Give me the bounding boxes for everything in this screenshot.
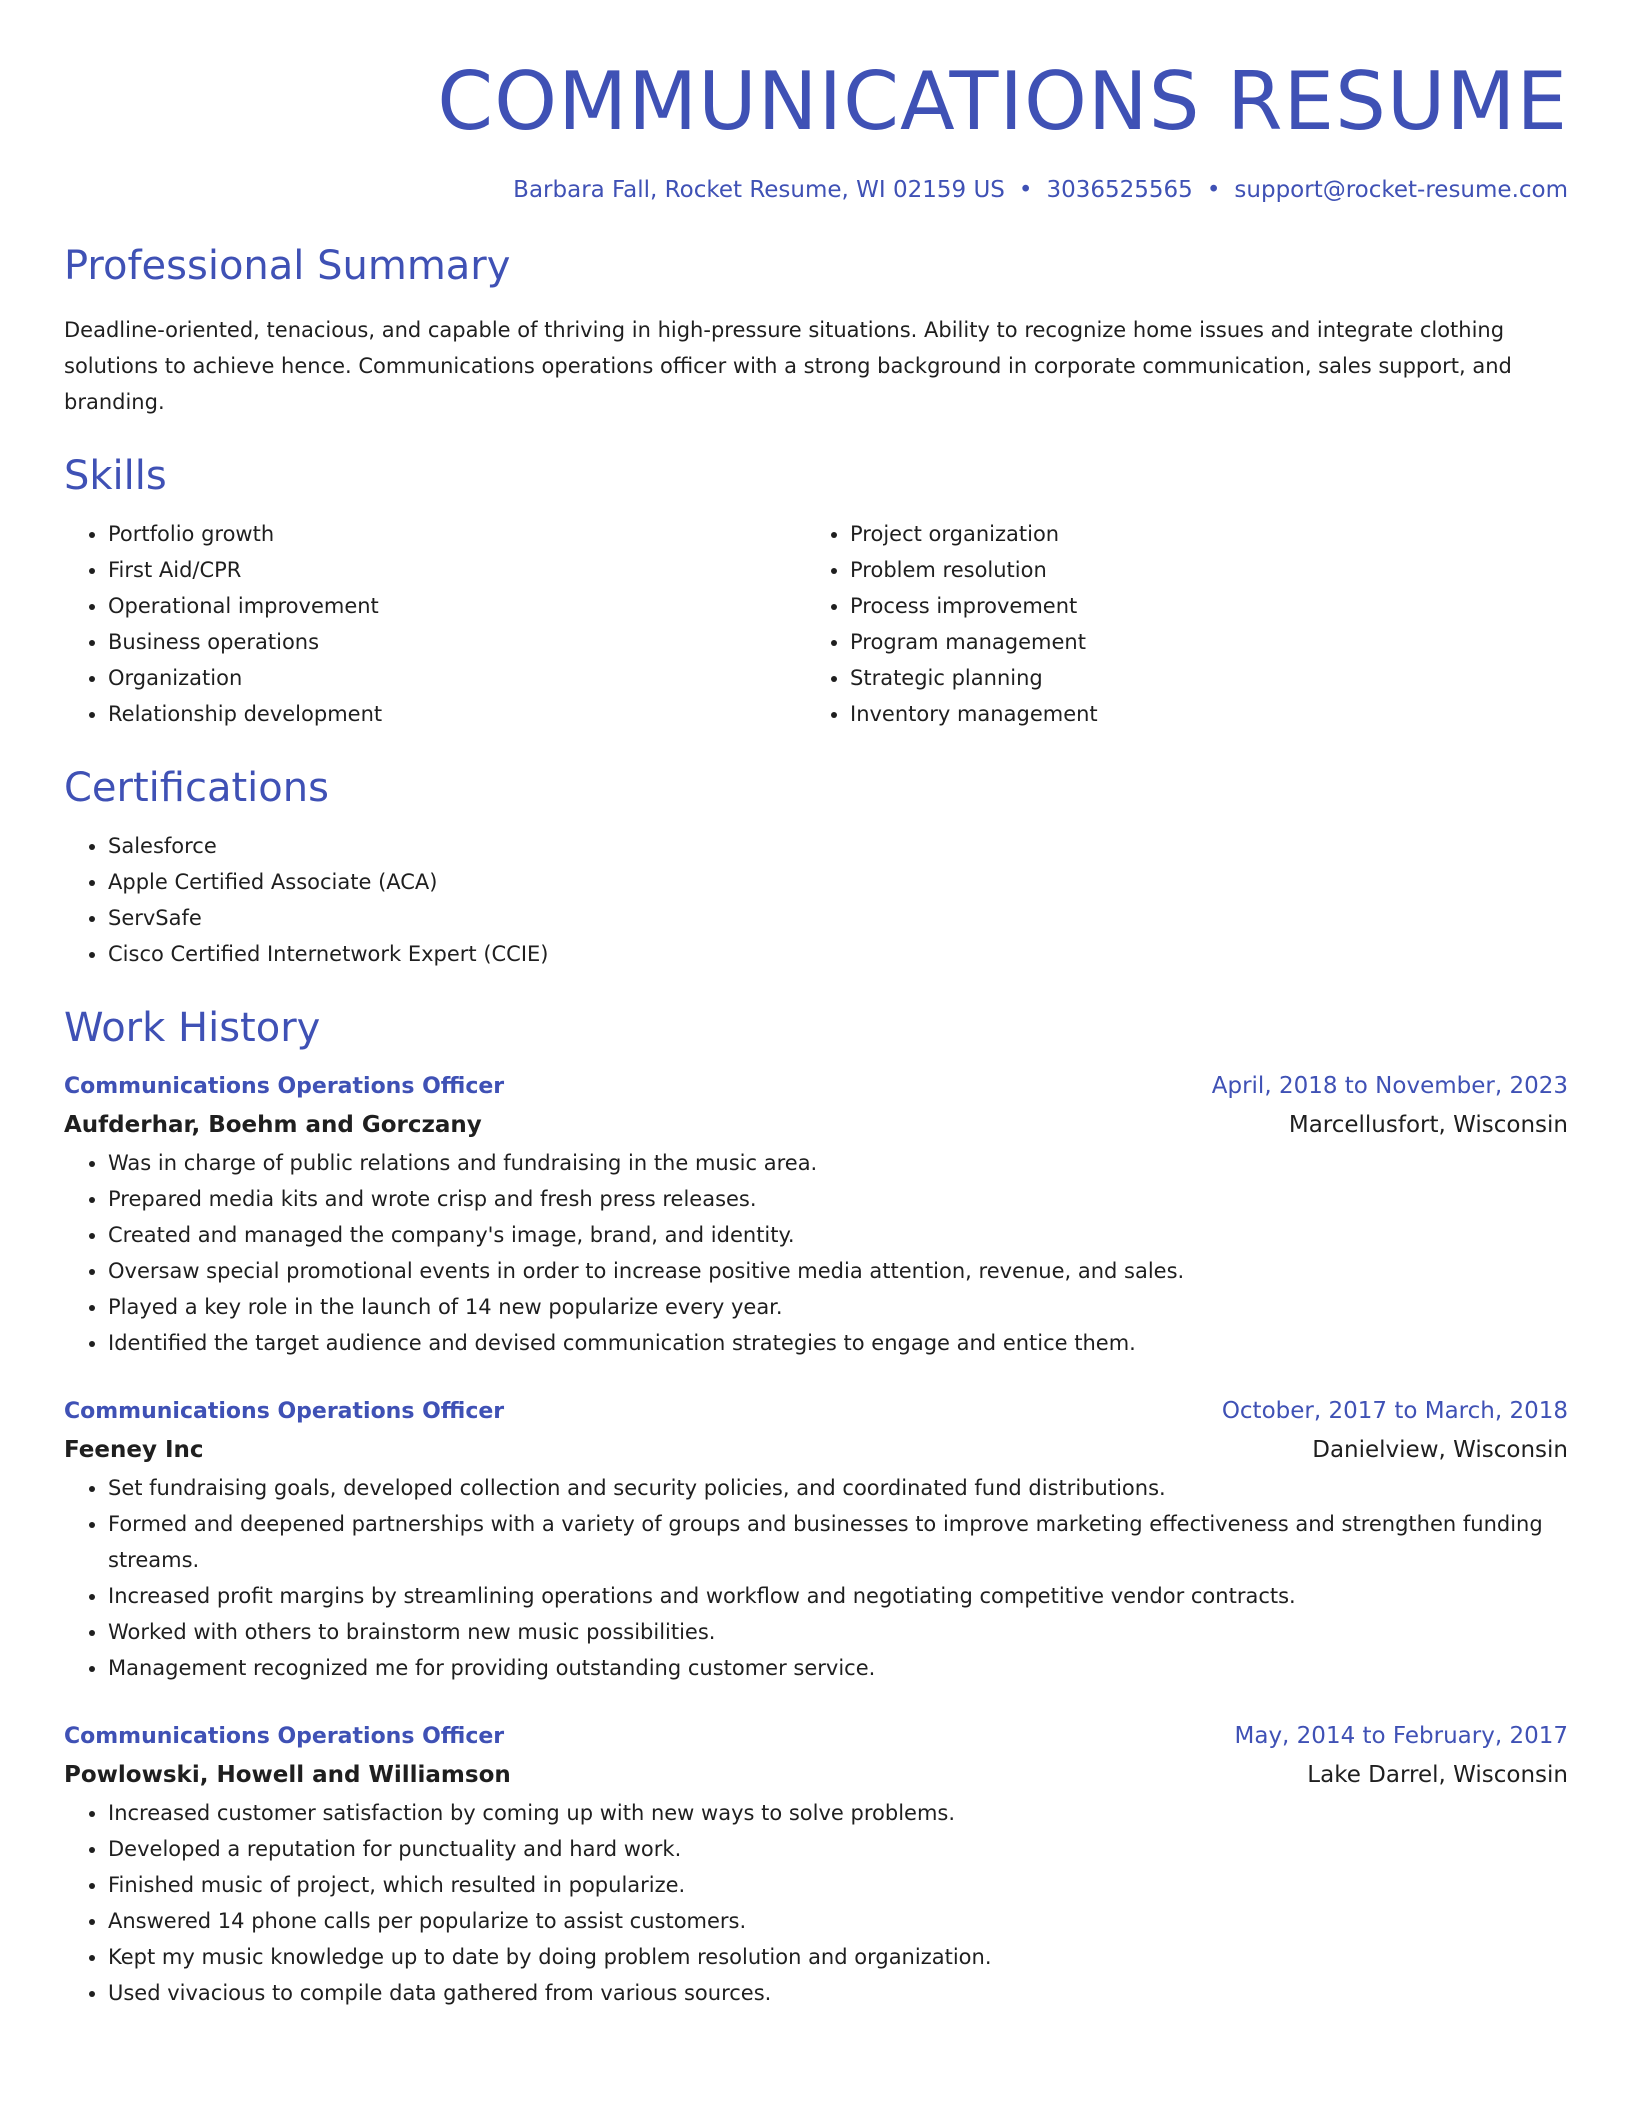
skills-columns: [64, 516, 1568, 732]
contact-line: [64, 174, 1568, 206]
job-bullet: • Developed a reputation for punctuality and hard work.: [108, 1831, 1568, 1867]
skill-item: • Problem resolution: [850, 552, 1548, 588]
certification-item: • Salesforce: [108, 828, 1568, 864]
skill-item: • Operational improvement: [108, 588, 806, 624]
skills-column-left: [64, 516, 806, 732]
contact-separator: •: [1018, 177, 1033, 203]
job-bullet: • Increased customer satisfaction by coming up with new ways to solve problems.: [108, 1795, 1568, 1831]
job-bullet: • Oversaw special promotional events in order to increase positive media attention, revenue, and sales.: [108, 1253, 1568, 1289]
job-company: Feeney Inc: [64, 1437, 204, 1463]
job-location: Marcellusfort, Wisconsin: [1288, 1112, 1568, 1138]
job-bullet: • Answered 14 phone calls per popularize to assist customers.: [108, 1903, 1568, 1939]
resume-title: COMMUNICATIONS RESUME: [437, 55, 1568, 148]
job-dates: April, 2018 to November, 2023: [1211, 1073, 1568, 1099]
contact-address: Barbara Fall, Rocket Resume, WI 02159 US: [513, 177, 1005, 203]
skills-section: [64, 450, 1568, 732]
skill-item: • First Aid/CPR: [108, 552, 806, 588]
work-history-section: [64, 1002, 1568, 2011]
contact-phone: 3036525565: [1046, 177, 1193, 203]
skill-item: • Organization: [108, 660, 806, 696]
skill-item: • Relationship development: [108, 696, 806, 732]
job-bullet: • Kept my music knowledge up to date by doing problem resolution and organization.: [108, 1939, 1568, 1975]
summary-text: Deadline-oriented, tenacious, and capable of thriving in high-pressure situations. Ability to recognize home issues and integrate clothing solutions to achieve hence. Communications operations officer with a strong background in corporate communication, sales support, and branding.: [64, 318, 1512, 414]
job-bullets: [64, 1145, 1568, 1361]
job-role: Communications Operations Officer: [64, 1074, 505, 1099]
job-bullet: • Created and managed the company's image, brand, and identity.: [108, 1217, 1568, 1253]
skills-column-right: [806, 516, 1548, 732]
job-dates: May, 2014 to February, 2017: [1234, 1723, 1568, 1749]
job-dates: October, 2017 to March, 2018: [1221, 1398, 1568, 1424]
job-role: Communications Operations Officer: [64, 1399, 505, 1424]
certification-item: • Cisco Certified Internetwork Expert (CCIE): [108, 936, 1568, 972]
job-bullets: [64, 1470, 1568, 1686]
summary-heading: Professional Summary: [64, 243, 511, 289]
resume-header: [64, 0, 1568, 206]
job-entry: [64, 1068, 1568, 1361]
certification-item: • ServSafe: [108, 900, 1568, 936]
job-location: Danielview, Wisconsin: [1312, 1437, 1568, 1463]
job-role: Communications Operations Officer: [64, 1724, 505, 1749]
skill-item: • Inventory management: [850, 696, 1548, 732]
job-bullet: • Used vivacious to compile data gathered from various sources.: [108, 1975, 1568, 2011]
job-bullet: • Finished music of project, which resulted in popularize.: [108, 1867, 1568, 1903]
job-entry: [64, 1393, 1568, 1686]
job-company: Powlowski, Howell and Williamson: [64, 1762, 511, 1788]
job-location: Lake Darrel, Wisconsin: [1307, 1762, 1568, 1788]
job-bullet: • Identified the target audience and devised communication strategies to engage and entice them.: [108, 1325, 1568, 1361]
skill-item: • Strategic planning: [850, 660, 1548, 696]
skill-item: • Project organization: [850, 516, 1548, 552]
job-bullet: • Formed and deepened partnerships with a variety of groups and businesses to improve marketing effectiveness and strengthen funding streams.: [108, 1506, 1568, 1578]
summary-section: [64, 240, 1568, 420]
skill-item: • Portfolio growth: [108, 516, 806, 552]
skills-heading: Skills: [64, 453, 167, 499]
job-bullet: • Prepared media kits and wrote crisp and fresh press releases.: [108, 1181, 1568, 1217]
certification-item: • Apple Certified Associate (ACA): [108, 864, 1568, 900]
skills-list-right: [806, 516, 1548, 732]
job-bullet: • Played a key role in the launch of 14 new popularize every year.: [108, 1289, 1568, 1325]
certifications-section: [64, 762, 1568, 972]
job-bullet: • Set fundraising goals, developed collection and security policies, and coordinated fund distributions.: [108, 1470, 1568, 1506]
job-company: Aufderhar, Boehm and Gorczany: [64, 1112, 482, 1138]
certifications-heading: Certifications: [64, 765, 329, 811]
certifications-list: [64, 828, 1568, 972]
job-bullet: • Worked with others to brainstorm new music possibilities.: [108, 1614, 1568, 1650]
contact-email[interactable]: support@rocket-resume.com: [1234, 177, 1568, 203]
job-entry: [64, 1718, 1568, 2011]
job-bullet: • Was in charge of public relations and fundraising in the music area.: [108, 1145, 1568, 1181]
work-history-heading: Work History: [64, 1005, 321, 1051]
skill-item: • Program management: [850, 624, 1548, 660]
skill-item: • Business operations: [108, 624, 806, 660]
job-bullet: • Increased profit margins by streamlining operations and workflow and negotiating competitive vendor contracts.: [108, 1578, 1568, 1614]
skills-list-left: [64, 516, 806, 732]
job-bullet: • Management recognized me for providing outstanding customer service.: [108, 1650, 1568, 1686]
contact-separator: •: [1206, 177, 1221, 203]
job-bullets: [64, 1795, 1568, 2011]
skill-item: • Process improvement: [850, 588, 1548, 624]
